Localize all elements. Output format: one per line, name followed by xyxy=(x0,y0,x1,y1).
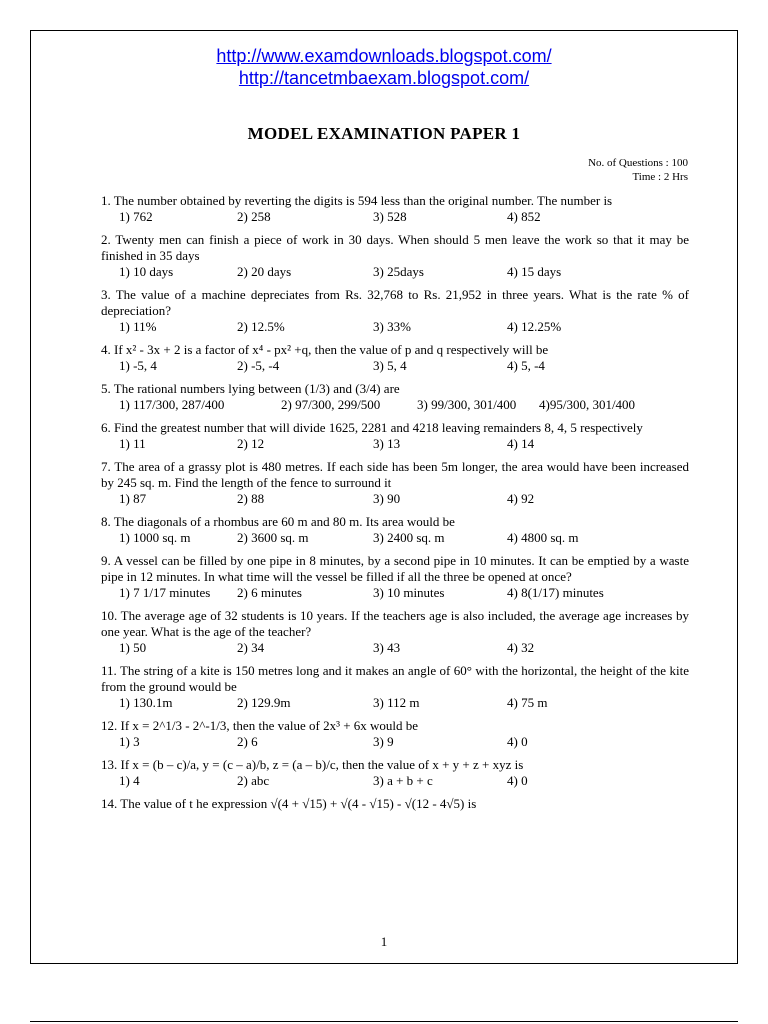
question-text: 5. The rational numbers lying between (1/3) and (3/4) are xyxy=(101,381,400,396)
answer-option: 4) 0 xyxy=(507,734,528,749)
answer-option: 1) -5, 4 xyxy=(119,358,157,373)
answer-option: 3) 112 m xyxy=(373,695,420,710)
question xyxy=(101,608,689,656)
answer-option: 2) 3600 sq. m xyxy=(237,530,309,545)
answer-option: 2) 34 xyxy=(237,640,265,655)
option-row xyxy=(101,358,689,374)
answer-option: 3) 528 xyxy=(373,209,407,224)
answer-option: 2) -5, -4 xyxy=(237,358,280,373)
answer-option: 3) 2400 sq. m xyxy=(373,530,445,545)
answer-option: 1) 10 days xyxy=(119,264,174,279)
exam-meta xyxy=(588,156,688,184)
answer-option: 1) 50 xyxy=(119,640,147,655)
answer-option: 1) 117/300, 287/400 xyxy=(119,397,225,412)
answer-option: 3) 90 xyxy=(373,491,401,506)
answer-option: 4) 12.25% xyxy=(507,319,562,334)
answer-option: 2) 12.5% xyxy=(237,319,285,334)
answer-option: 4) 32 xyxy=(507,640,535,655)
question xyxy=(101,420,689,452)
answer-option: 4) 0 xyxy=(507,773,528,788)
option-row xyxy=(101,585,689,601)
option-row xyxy=(101,491,689,507)
question-text: 6. Find the greatest number that will divide 1625, 2281 and 4218 leaving remainders 8, 4, 5 respectively xyxy=(101,420,643,435)
question xyxy=(101,757,689,789)
answer-option: 1) 11 xyxy=(119,436,146,451)
option-row xyxy=(101,640,689,656)
link-tancetmbaexam[interactable]: http://tancetmbaexam.blogspot.com/ xyxy=(238,68,530,88)
question-text: 7. The area of a grassy plot is 480 metres. If each side has been 5m longer, the area would have been increased by 245 sq. m. Find the length of the fence to surround it xyxy=(101,459,689,490)
answer-option: 3) 43 xyxy=(373,640,401,655)
answer-option: 1) 7 1/17 minutes xyxy=(119,585,211,600)
answer-option: 1) 4 xyxy=(119,773,140,788)
question xyxy=(101,718,689,750)
question-text: 12. If x = 2^1/3 - 2^-1/3, then the value of 2x³ + 6x would be xyxy=(101,718,419,733)
question xyxy=(101,342,689,374)
question xyxy=(101,796,689,812)
option-row xyxy=(101,319,689,335)
question-text: 8. The diagonals of a rhombus are 60 m and 80 m. Its area would be xyxy=(101,514,455,529)
option-row xyxy=(101,734,689,750)
question xyxy=(101,287,689,335)
answer-option: 3) 25days xyxy=(373,264,424,279)
question-text: 3. The value of a machine depreciates from Rs. 32,768 to Rs. 21,952 in three years. What is the rate % of depreciation? xyxy=(101,287,689,318)
option-row xyxy=(101,773,689,789)
option-row xyxy=(101,530,689,546)
answer-option: 3) 99/300, 301/400 xyxy=(417,397,517,412)
link-examdownloads[interactable]: http://www.examdownloads.blogspot.com/ xyxy=(216,46,552,66)
answer-option: 2) 20 days xyxy=(237,264,292,279)
answer-option: 3) 9 xyxy=(373,734,394,749)
answer-option: 4) 92 xyxy=(507,491,535,506)
question-text: 14. The value of t he expression √(4 + √15) + √(4 - √15) - √(12 - 4√5) is xyxy=(101,796,477,811)
question xyxy=(101,459,689,507)
header-links xyxy=(0,45,768,89)
question-text: 9. A vessel can be filled by one pipe in 8 minutes, by a second pipe in 10 minutes. It can be emptied by a waste pipe in 12 minutes. In what time will the vessel be filled if all the three be opened at once? xyxy=(101,553,689,584)
option-row xyxy=(101,264,689,280)
answer-option: 3) 5, 4 xyxy=(373,358,407,373)
answer-option: 3) 13 xyxy=(373,436,401,451)
answer-option: 4) 14 xyxy=(507,436,535,451)
answer-option: 1) 11% xyxy=(119,319,157,334)
answer-option: 2) 97/300, 299/500 xyxy=(281,397,381,412)
page-title: MODEL EXAMINATION PAPER 1 xyxy=(247,124,521,143)
answer-option: 2) 6 xyxy=(237,734,258,749)
answer-option: 2) 129.9m xyxy=(237,695,291,710)
question xyxy=(101,381,689,413)
answer-option: 3) 33% xyxy=(373,319,411,334)
question-list xyxy=(101,193,689,819)
answer-option: 4) 75 m xyxy=(507,695,548,710)
question xyxy=(101,553,689,601)
answer-option: 2) 258 xyxy=(237,209,271,224)
question-text: 2. Twenty men can finish a piece of work in 30 days. When should 5 men leave the work so that it may be finished in 35 days xyxy=(101,232,689,263)
option-row xyxy=(101,397,689,413)
question-text: 11. The string of a kite is 150 metres long and it makes an angle of 60° with the horizontal, the height of the kite from the ground would be xyxy=(101,663,689,694)
questions-count: No. of Questions : 100 xyxy=(588,157,688,169)
answer-option: 1) 762 xyxy=(119,209,153,224)
page-number: 1 xyxy=(380,934,388,949)
option-row xyxy=(101,209,689,225)
answer-option: 2) 12 xyxy=(237,436,265,451)
answer-option: 2) abc xyxy=(237,773,270,788)
answer-option: 2) 6 minutes xyxy=(237,585,302,600)
question xyxy=(101,663,689,711)
question-text: 13. If x = (b – c)/a, y = (c – a)/b, z = (a – b)/c, then the value of x + y + z + xyz is xyxy=(101,757,524,772)
answer-option: 4) 852 xyxy=(507,209,541,224)
exam-time: Time : 2 Hrs xyxy=(632,171,688,183)
option-row xyxy=(101,695,689,711)
answer-option: 2) 88 xyxy=(237,491,265,506)
answer-option: 3) a + b + c xyxy=(373,773,433,788)
question-text: 10. The average age of 32 students is 10 years. If the teachers age is also included, the average age increases by one year. What is the age of the teacher? xyxy=(101,608,689,639)
answer-option: 1) 1000 sq. m xyxy=(119,530,191,545)
question xyxy=(101,514,689,546)
question xyxy=(101,193,689,225)
answer-option: 4)95/300, 301/400 xyxy=(539,397,636,412)
question-text: 4. If x² - 3x + 2 is a factor of x⁴ - px² +q, then the value of p and q respectively will be xyxy=(101,342,549,357)
answer-option: 1) 130.1m xyxy=(119,695,173,710)
answer-option: 4) 4800 sq. m xyxy=(507,530,579,545)
question-text: 1. The number obtained by reverting the digits is 594 less than the original number. The number is xyxy=(101,193,613,208)
question xyxy=(101,232,689,280)
answer-option: 3) 10 minutes xyxy=(373,585,445,600)
answer-option: 4) 15 days xyxy=(507,264,562,279)
answer-option: 4) 8(1/17) minutes xyxy=(507,585,604,600)
option-row xyxy=(101,436,689,452)
answer-option: 4) 5, -4 xyxy=(507,358,545,373)
answer-option: 1) 3 xyxy=(119,734,140,749)
answer-option: 1) 87 xyxy=(119,491,147,506)
bottom-rule xyxy=(30,1021,738,1022)
